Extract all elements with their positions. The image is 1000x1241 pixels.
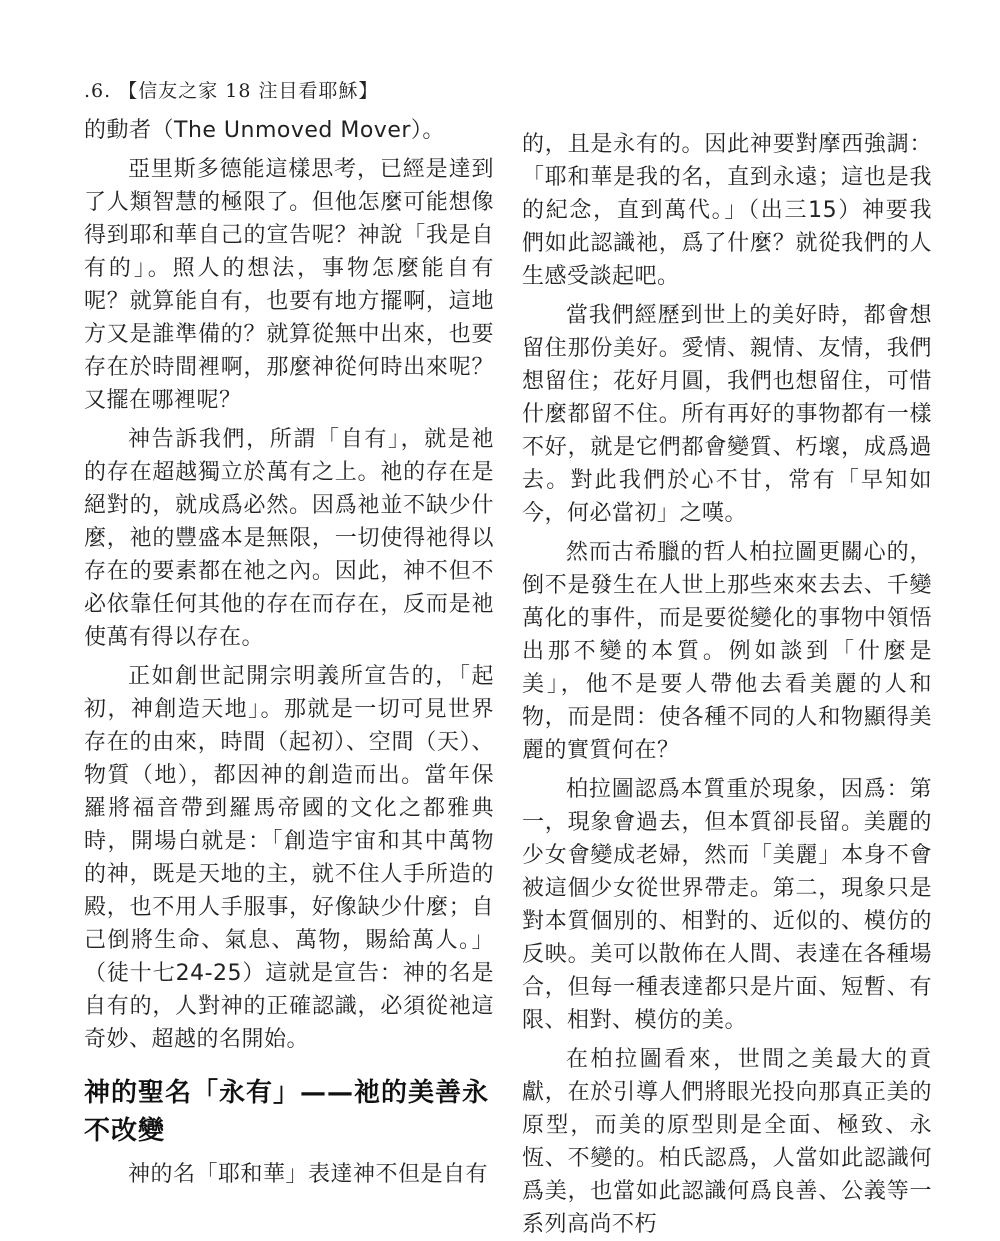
paragraph: 神的名「耶和華」表達神不但是自有 <box>128 1162 489 1187</box>
paragraph: 的動者（The Unmoved Mover）。 <box>84 118 445 143</box>
paragraph: 柏拉圖認爲本質重於現象，因爲：第一，現象會過去，但本質卻長留。美麗的少女會變成老婦，然而「美麗」本身不會被這個少女從世界帶走。第二，現象只是對本質個別的、相對的、近似的、模仿的反映。美可以散佈在人間、表達在各種場合，但每一種表達都只是片面、短暫、有限、相對、模仿的美。 <box>522 777 932 1033</box>
running-header: .6. 【信友之家 18 注目看耶穌】 <box>84 80 379 102</box>
paragraph: 然而古希臘的哲人柏拉圖更關心的，倒不是發生在人世上那些來來去去、千變萬化的事件，而是要從變化的事物中領悟出那不變的本質。例如談到「什麼是美」，他不是要人帶他去看美麗的人和物，而是問：使各種不同的人和物顯得美麗的實質何在？ <box>522 540 932 763</box>
paragraph: 神告訴我們，所謂「自有」，就是祂的存在超越獨立於萬有之上。祂的存在是絕對的，就成爲必然。因爲祂並不缺少什麼，祂的豐盛本是無限，一切使得祂得以存在的要素都在祂之內。因此，神不但不必依靠任何其他的存在而存在，反而是祂使萬有得以存在。 <box>84 427 494 650</box>
paragraph: 的，且是永有的。因此神要對摩西強調：「耶和華是我的名，直到永遠；這也是我的紀念，直到萬代。」（出三15）神要我們如此認識祂，爲了什麼？就從我們的人生感受談起吧。 <box>522 132 932 289</box>
section-heading: 神的聖名「永有」——祂的美善永不改變 <box>84 1078 490 1146</box>
paragraph: 當我們經歷到世上的美好時，都會想留住那份美好。愛情、親情、友情，我們想留住；花好月圓，我們也想留住，可惜什麼都留不住。所有再好的事物都有一樣不好，就是它們都會變質、朽壞，成爲過去。對此我們於心不甘，常有「早知如今，何必當初」之嘆。 <box>522 303 932 526</box>
paragraph: 亞里斯多德能這樣思考，已經是達到了人類智慧的極限了。但他怎麼可能想像得到耶和華自己的宣告呢？神說「我是自有的」。照人的想法，事物怎麼能自有呢？就算能自有，也要有地方擺啊，這地方又是誰準備的？就算從無中出來，也要存在於時間裡啊，那麼神從何時出來呢？又擺在哪裡呢？ <box>84 157 494 413</box>
left-column <box>84 114 494 1191</box>
right-column <box>522 128 932 1241</box>
paragraph: 正如創世記開宗明義所宣告的，「起初，神創造天地」。那就是一切可見世界存在的由來，時間（起初）、空間（天）、物質（地），都因神的創造而出。當年保羅將福音帶到羅馬帝國的文化之都雅典時，開場白就是：「創造宇宙和其中萬物的神，既是天地的主，就不住人手所造的殿，也不用人手服事，好像缺少什麼；自己倒將生命、氣息、萬物，賜給萬人。」（徒十七24-25）這就是宣告：神的名是自有的，人對神的正確認識，必須從祂這奇妙、超越的名開始。 <box>84 664 494 1052</box>
paragraph: 在柏拉圖看來，世間之美最大的貢獻，在於引導人們將眼光投向那真正美的原型，而美的原型則是全面、極致、永恆、不變的。柏氏認爲，人當如此認識何爲美，也當如此認識何爲良善、公義等一系列高尚不朽 <box>522 1047 932 1237</box>
